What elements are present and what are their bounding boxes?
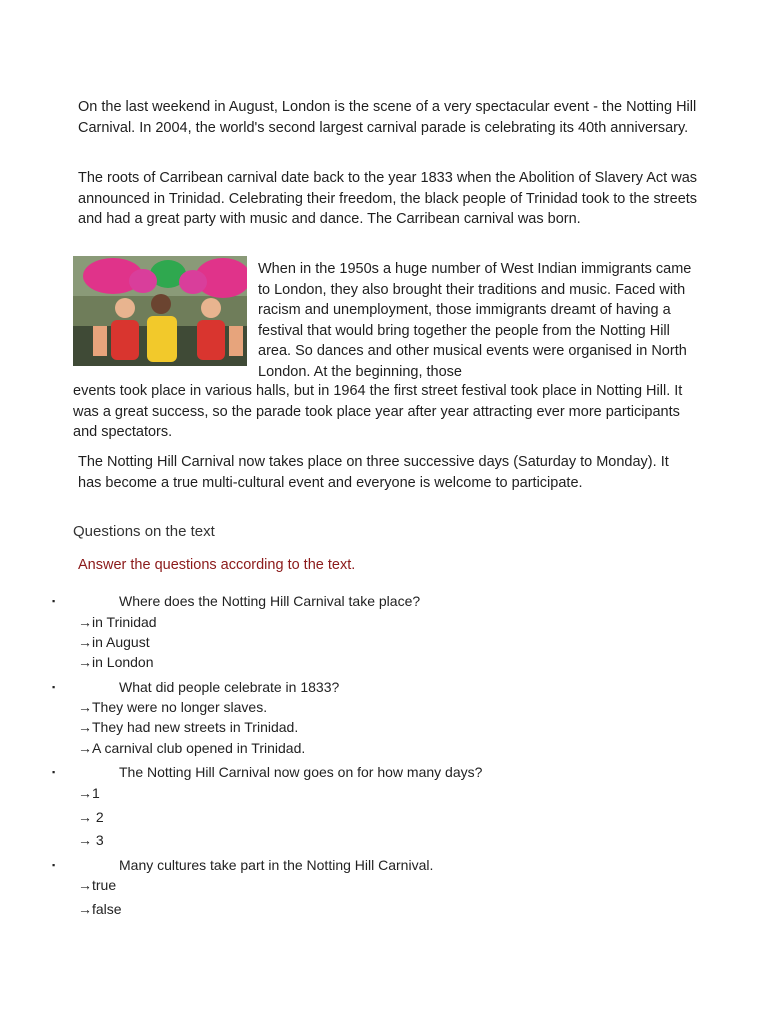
answer-option[interactable]: →false bbox=[78, 901, 122, 917]
intro-paragraph: On the last weekend in August, London is the scene of a very spectacular event - the Notting Hill Carnival. In 2004, the world's second largest carnival parade is celebrating its 40th anniversary. bbox=[78, 99, 697, 136]
question-text: Many cultures take part in the Notting Hill Carnival. bbox=[119, 857, 434, 873]
question-text: Where does the Notting Hill Carnival take place? bbox=[119, 593, 421, 609]
answer-option[interactable]: →in London bbox=[78, 654, 154, 670]
answer-option[interactable]: →They were no longer slaves. bbox=[78, 699, 268, 715]
answer-option[interactable]: →1 bbox=[78, 785, 100, 801]
answer-option[interactable]: → 2 bbox=[78, 809, 104, 825]
answer-option[interactable]: →A carnival club opened in Trinidad. bbox=[78, 740, 306, 756]
immigration-paragraph: When in the 1950s a huge number of West Indian immigrants came to London, they also brought their traditions and music. Faced with racism and unemployment, those immigrants dreamt of having a festival that would bring together the people from the Notting Hill area. So dances and other musical events were organised in North London. At the beginning, those bbox=[258, 261, 692, 380]
bullet-icon: ▪ bbox=[52, 860, 56, 870]
immigration-paragraph-continued: events took place in various halls, but in 1964 the first street festival took place in Notting Hill. It was a great success, so the parade took place year after year attracting ever more participants and spectators. bbox=[73, 383, 683, 441]
instruction-text: Answer the questions according to the text. bbox=[78, 557, 356, 573]
answer-option[interactable]: →in August bbox=[78, 634, 150, 650]
answer-option[interactable]: →in Trinidad bbox=[78, 614, 157, 630]
bullet-icon: ▪ bbox=[52, 767, 56, 777]
bullet-icon: ▪ bbox=[52, 596, 56, 606]
question-text: The Notting Hill Carnival now goes on for how many days? bbox=[119, 764, 483, 780]
history-paragraph: The roots of Carribean carnival date back to the year 1833 when the Abolition of Slavery Act was announced in Trinidad. Celebrating their freedom, the black people of Trinidad took to the streets and had a great party with music and dance. The Carribean carnival was born. bbox=[78, 170, 698, 228]
today-paragraph: The Notting Hill Carnival now takes place on three successive days (Saturday to Monday). It has become a true multi-cultural event and everyone is welcome to participate. bbox=[78, 454, 669, 491]
carnival-photo bbox=[73, 256, 247, 366]
bullet-icon: ▪ bbox=[52, 682, 56, 692]
question-text: What did people celebrate in 1833? bbox=[119, 679, 340, 695]
questions-heading: Questions on the text bbox=[73, 523, 215, 540]
answer-option[interactable]: →They had new streets in Trinidad. bbox=[78, 719, 299, 735]
answer-option[interactable]: → 3 bbox=[78, 832, 104, 848]
answer-option[interactable]: →true bbox=[78, 877, 117, 893]
